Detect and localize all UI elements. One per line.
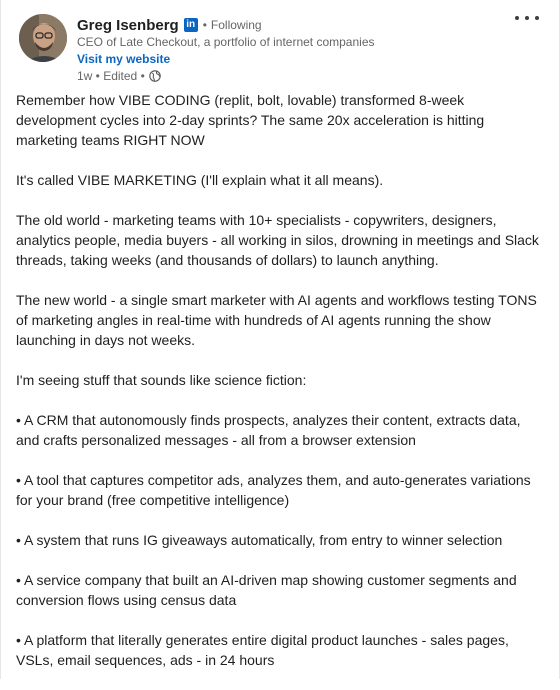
- post-body: [16, 90, 546, 690]
- post-paragraph: It's called VIBE MARKETING (I'll explain what it all means).: [16, 172, 384, 188]
- linkedin-badge-icon: in: [184, 18, 198, 32]
- post-paragraph: The old world - marketing teams with 10+ specialists - copywriters, designers, analytics people, media buyers - all working in silos, drowning in meetings and Slack threads, taking weeks (and thousands of dollars) to launch anything.: [16, 212, 539, 268]
- visit-website-link[interactable]: Visit my website: [77, 52, 171, 66]
- post-paragraph: I'm seeing stuff that sounds like science fiction:: [16, 372, 307, 388]
- more-horizontal-icon[interactable]: [515, 8, 539, 28]
- following-status: Following: [210, 18, 262, 32]
- author-headline: CEO of Late Checkout, a portfolio of internet companies: [77, 35, 375, 49]
- post-meta: [77, 68, 161, 83]
- separator: •: [202, 18, 207, 32]
- post-paragraph: Remember how VIBE CODING (replit, bolt, lovable) transformed 8-week development cycles into 2-day sprints? The same 20x acceleration is hitting marketing teams RIGHT NOW: [16, 92, 485, 148]
- post-bullet: • A service company that built an AI-driven map showing customer segments and conversion flows using census data: [16, 572, 517, 608]
- author-name-row: [77, 14, 262, 36]
- globe-icon: [149, 70, 161, 82]
- post-bullet: • A tool that captures competitor ads, analyzes them, and auto-generates variations for your brand (free competitive intelligence): [16, 472, 531, 508]
- avatar-photo: [19, 14, 67, 62]
- post-paragraph: The new world - a single smart marketer with AI agents and workflows testing TONS of marketing angles in real-time with hundreds of AI agents running the show launching in days not weeks.: [16, 292, 537, 348]
- post-bullet: • A system that runs IG giveaways automatically, from entry to winner selection: [16, 532, 503, 548]
- post-timestamp: 1w • Edited •: [77, 68, 145, 83]
- post-header: [1, 0, 560, 90]
- post-bullet: • A platform that literally generates entire digital product launches - sales pages, VSLs, email sequences, ads - in 24 hours: [16, 632, 509, 668]
- avatar[interactable]: [19, 14, 67, 62]
- author-name[interactable]: Greg Isenberg: [77, 16, 179, 34]
- post-bullet: • A CRM that autonomously finds prospects, analyzes their content, extracts data, and crafts personalized messages - all from a browser extension: [16, 412, 521, 448]
